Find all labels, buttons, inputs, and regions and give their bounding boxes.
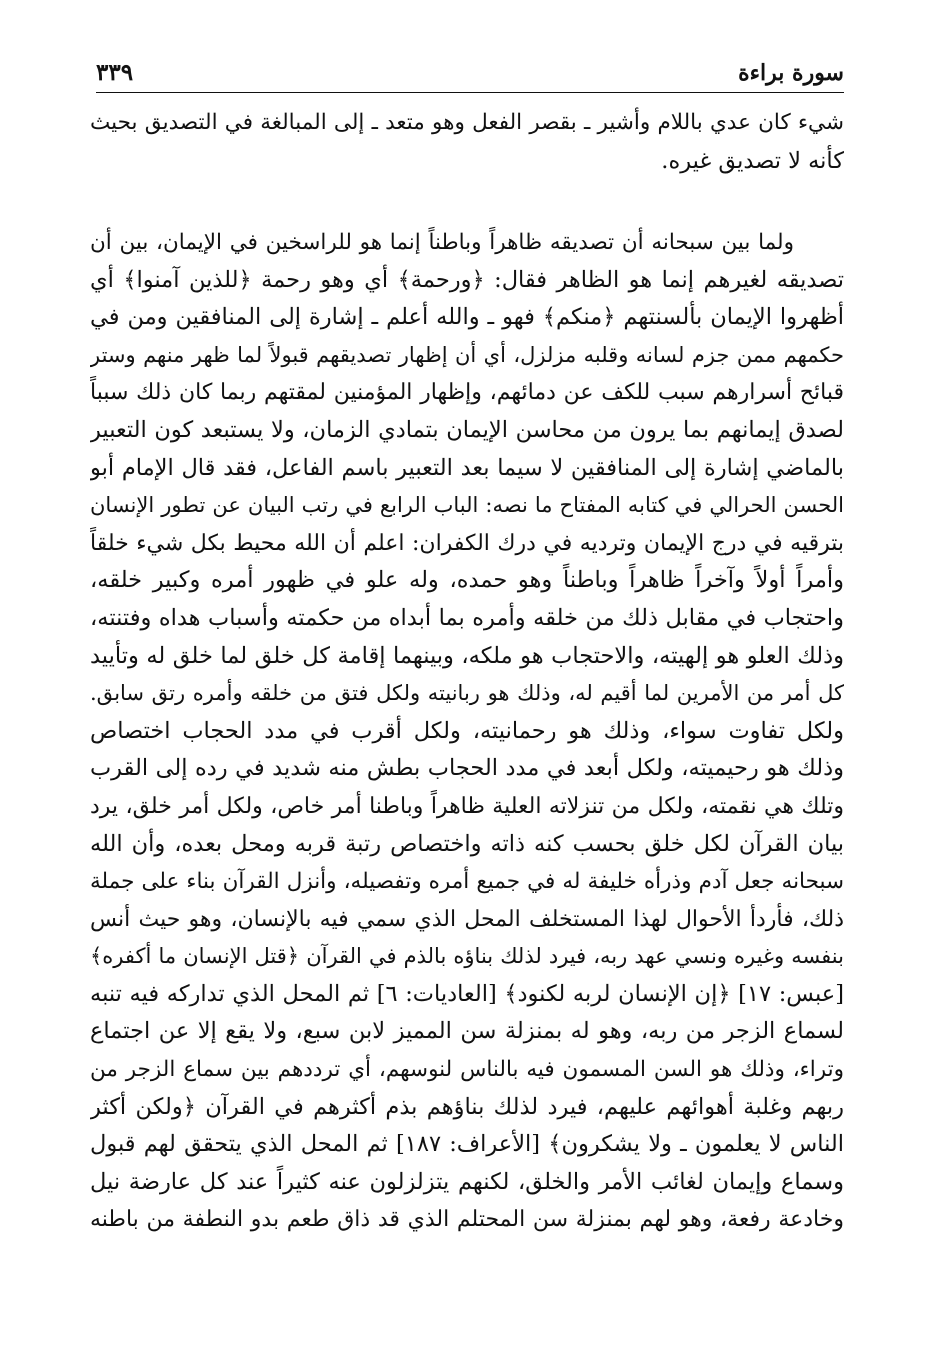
text-line: قبائح أسرارهم سبب للكف عن دمائهم، وإظهار المؤمنين لمقتهم ربما كان ذلك سبباً bbox=[90, 380, 844, 406]
text-line: وتلك هي نقمته، ولكل من تنزلاته العلية ظاهراً وباطنا أمر خاص، ولكل أمر خلق، يرد bbox=[90, 793, 844, 819]
text-line: [عبس: ١٧] ﴿إن الإنسان لربه لكنود﴾ [العاديات: ٦] ثم المحل الذي تداركه فيه تنبه bbox=[90, 980, 844, 1007]
text-line: وسماع وإيمان لغائب الأمر والخلق، لكنهم يتزلزلون عنه كثيراً عند كل عارضة نيل bbox=[90, 1168, 844, 1195]
text-line: بالماضي إشارة إلى المنافقين لا سيما بعد التعبير باسم الفاعل، فقد قال الإمام أبو bbox=[90, 454, 844, 481]
text-line: أظهروا الإيمان بألسنتهم ﴿منكم﴾ فهو ـ والله أعلم ـ إشارة إلى المنافقين ومن في bbox=[90, 304, 844, 331]
text-line: ذلك، فأردأ الأحوال لهذا المستخلف المحل الذي سمي فيه بالإنسان، وهو حيث أنس bbox=[90, 906, 844, 932]
text-line: ربهم وغلبة أهوائهم عليهم، فيرد لذلك بناؤهم بذم أكثرهم في القرآن ﴿ولكن أكثر bbox=[90, 1093, 844, 1120]
text-line: وذلك العلو هو إلهيته، والاحتجاب هو ملكه، وبينهما إقامة كل خلق لما خلق له وتأييد bbox=[90, 642, 844, 669]
text-line: واحتجاب في مقابل ذلك من خلقه وأمره بما أبداه من حكمته وأسباب هداه وفتنته، bbox=[90, 604, 844, 631]
paragraph-1 bbox=[90, 104, 844, 180]
text-line: ولكل تفاوت سواء، وذلك هو رحمانيته، ولكل أقرب في مدد الحجاب اختصاص bbox=[90, 717, 844, 744]
text-line: الحسن الحرالي في كتابه المفتاح ما نصه: الباب الرابع في رتب البيان عن تطور الإنسان bbox=[90, 493, 844, 518]
text-line: كأنه لا تصديق غيره. bbox=[661, 148, 844, 174]
text-line: لصدق إيمانهم بما يرون من محاسن الإيمان بتمادي الزمان، ولا يستبعد كون التعبير bbox=[90, 416, 844, 443]
text-line: بترقيه في درج الإيمان وترديه في درك الكفران: اعلم أن الله محيط بكل شيء خلقاً bbox=[90, 530, 844, 556]
text-line: شيء كان عدي باللام وأشير ـ بقصر الفعل وهو متعد ـ إلى المبالغة في التصديق بحيث bbox=[90, 110, 844, 135]
text-line: بيان القرآن لكل خلق بحسب كنه ذاته واختصاص رتبة قربه ومحل بعده، وأن الله bbox=[90, 830, 844, 857]
page-number: ٣٣٩ bbox=[96, 59, 134, 86]
running-title: سورة براءة bbox=[738, 60, 844, 86]
text-line: تصديقه لغيرهم إنما هو الظاهر فقال: ﴿ورحمة﴾ أي وهو رحمة ﴿للذين آمنوا﴾ أي bbox=[90, 266, 844, 293]
text-line: سبحانه جعل آدم وذرأه خليفة له في جميع أمره وتفصيله، وأنزل القرآن بناء على جملة bbox=[90, 869, 844, 895]
text-line: لسماع الزجر من ربه، وهو له بمنزلة سن المميز لابن سبع، ولا يقع إلا عن اجتماع bbox=[90, 1018, 844, 1045]
text-line: وذلك هو رحيميته، ولكل أبعد في مدد الحجاب بطش منه شديد في رده إلى القرب bbox=[90, 755, 844, 782]
text-line: وخادعة رفعة، وهو لهم بمنزلة سن المحتلم الذي قد ذاق طعم بدو النطفة من باطنه bbox=[90, 1207, 844, 1233]
text-line: وتراء، وذلك هو السن المسمون فيه بالناس لنوسهم، أي ترددهم بين سماع الزجر من bbox=[90, 1057, 844, 1083]
text-line: الناس لا يعلمون ـ ولا يشكرون﴾ [الأعراف: ١٨٧] ثم المحل الذي يتحقق لهم قبول bbox=[90, 1131, 844, 1158]
text-line: كل أمر من الأمرين لما أقيم له، وذلك هو ربانيته ولكل فتق من خلقه وأمره رتق سابق. bbox=[90, 681, 844, 706]
text-line: ولما بين سبحانه أن تصديقه ظاهراً وباطناً إنما هو للراسخين في الإيمان، بين أن bbox=[90, 230, 794, 255]
page-header bbox=[96, 58, 844, 93]
text-line: وأمراً أولاً وآخراً ظاهراً وباطناً وهو حمده، وله علو في ظهور أمره وكبير خلقه، bbox=[90, 567, 844, 594]
text-line: حكمهم ممن جزم لسانه وقلبه مزلزل، أي أن إظهار تصديقهم قبولاً لما ظهر منهم وستر bbox=[90, 342, 844, 367]
paragraph-2 bbox=[90, 224, 844, 1239]
text-line: بنفسه وغيره ونسي عهد ربه، فيرد لذلك بناؤه بالذم في القرآن ﴿قتل الإنسان ما أكفره﴾ bbox=[90, 944, 844, 969]
